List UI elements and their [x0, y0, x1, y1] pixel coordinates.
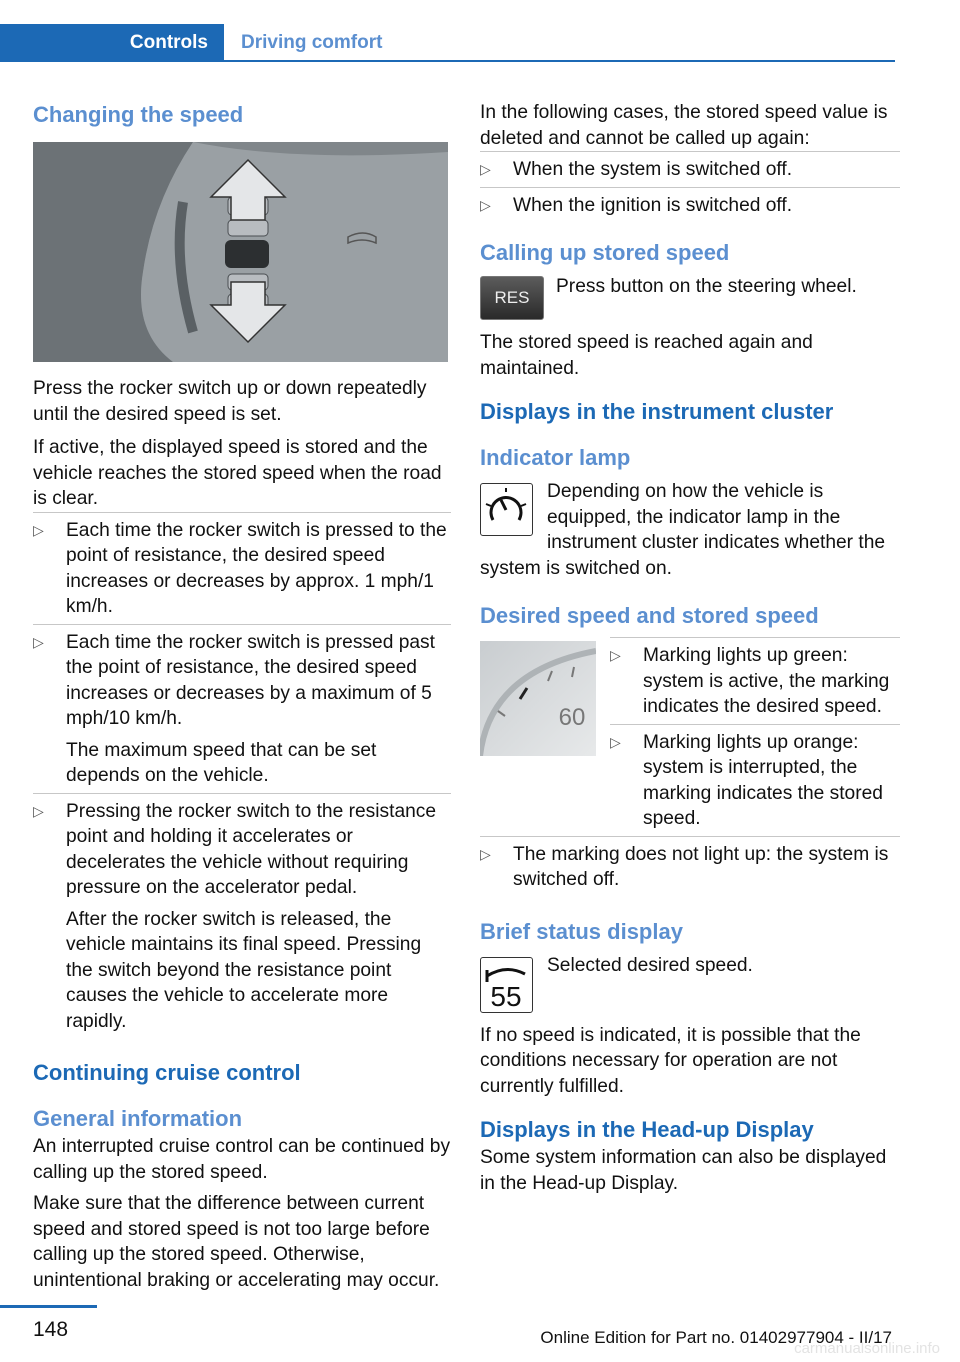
- indicator-lamp-text: Depending on how the vehicle is equipped, the indicator lamp in the instrument cluster indicates whether the system is switched on.: [480, 481, 886, 579]
- right-column: [480, 100, 900, 1196]
- list-item-text: When the system is switched off.: [513, 159, 793, 180]
- triangle-bullet-icon: ▷: [610, 733, 621, 750]
- page-number: 148: [33, 1318, 69, 1341]
- paragraph: In the following cases, the stored speed value is deleted and cannot be called up again:: [480, 102, 888, 149]
- brief-status-block: [480, 953, 900, 1013]
- triangle-bullet-icon: ▷: [610, 647, 621, 663]
- list-item-text: The marking does not light up: the system is switched off.: [513, 843, 889, 890]
- list-item-text: Marking lights up orange: system is interrupted, the marking indicates the stored speed.: [643, 731, 883, 829]
- paragraph: If active, the displayed speed is stored and the vehicle reaches the stored speed when the road is clear.: [33, 437, 442, 509]
- heading-general-information: General information: [33, 1106, 243, 1131]
- list-item: [480, 151, 900, 187]
- res-button-icon: RES: [480, 276, 544, 320]
- list-item-text: Pressing the rocker switch to the resistance point and holding it accelerates or decelerates the vehicle without requiring pressure on the accelerator pedal.: [66, 800, 437, 898]
- paragraph: Press the rocker switch up or down repeatedly until the desired speed is set.: [33, 378, 427, 425]
- heading-displays-head-up: Displays in the Head-up Display: [480, 1117, 814, 1142]
- list-item-note: After the rocker switch is released, the vehicle maintains its final speed. Pressing the switch beyond the resistance point causes the vehicle to accelerate more rapidly.: [66, 908, 422, 1032]
- heading-continuing-cruise-control: Continuing cruise control: [33, 1060, 301, 1085]
- triangle-bullet-icon: ▷: [33, 802, 44, 819]
- paragraph: If no speed is indicated, it is possible that the conditions necessary for operation are not currently fulfilled.: [480, 1024, 861, 1097]
- footer-rule: [0, 1305, 97, 1308]
- list-item-text: Each time the rocker switch is pressed past the point of resistance, the desired speed increases or decreases by a maximum of 5 mph/10 km/h.: [66, 631, 435, 729]
- triangle-bullet-icon: ▷: [480, 161, 491, 177]
- triangle-bullet-icon: ▷: [33, 521, 44, 538]
- list-item: [610, 637, 900, 724]
- page-header: [0, 24, 895, 62]
- paragraph: Some system information can also be displayed in the Head-up Display.: [480, 1147, 887, 1194]
- watermark-text: carmanualsonline.info: [794, 1340, 940, 1357]
- list-item: [33, 512, 451, 624]
- speedometer-gauge-image: [480, 641, 596, 756]
- paragraph: The stored speed is reached again and maintained.: [480, 332, 813, 379]
- marking-off-list: [480, 836, 900, 897]
- heading-desired-and-stored-speed: Desired speed and stored speed: [480, 603, 819, 628]
- cruise-control-indicator-icon: [480, 483, 533, 536]
- list-item: [33, 793, 451, 1039]
- list-item-text: When the ignition is switched off.: [513, 194, 793, 216]
- steering-wheel-photo: [33, 142, 448, 362]
- header-rule: [224, 60, 895, 62]
- triangle-bullet-icon: ▷: [33, 633, 44, 650]
- desired-speed-display-icon: [480, 957, 533, 1013]
- heading-calling-up-stored-speed: Calling up stored speed: [480, 240, 730, 265]
- triangle-bullet-icon: ▷: [480, 845, 491, 862]
- list-item-text: Each time the rocker switch is pressed to the point of resistance, the desired speed increases or decreases by approx. 1 mph/1 km/h.: [66, 519, 447, 617]
- list-item-note: The maximum speed that can be set depends on the vehicle.: [66, 739, 377, 786]
- marking-list: [610, 637, 900, 836]
- paragraph: Make sure that the difference between current speed and stored speed is not too large before calling up the stored speed. Otherwise, unintentional braking or accelerating may occur.: [33, 1193, 440, 1291]
- heading-brief-status-display: Brief status display: [480, 918, 683, 944]
- gauge-number: 60: [558, 704, 586, 731]
- list-item: [480, 836, 900, 897]
- left-column: [33, 100, 451, 1293]
- heading-indicator-lamp: Indicator lamp: [480, 445, 631, 470]
- rocker-switch-list: [33, 512, 451, 1039]
- edition-note: Online Edition for Part no. 01402977904 - II/17: [540, 1328, 892, 1347]
- indicator-lamp-block: [480, 479, 900, 581]
- paragraph: An interrupted cruise control can be continued by calling up the stored speed.: [33, 1136, 451, 1183]
- heading-changing-speed: Changing the speed: [33, 102, 244, 127]
- list-item-text: Marking lights up green: system is active, the marking indicates the desired speed.: [643, 645, 890, 717]
- section-tab-controls: Controls: [0, 24, 224, 62]
- deletion-cases-list: [480, 151, 900, 222]
- speed-marking-block: [480, 637, 900, 836]
- brief-speed-number: 55: [490, 980, 522, 1011]
- list-item: [610, 724, 900, 836]
- heading-displays-instrument-cluster: Displays in the instrument cluster: [480, 399, 834, 424]
- list-item: [480, 187, 900, 223]
- brief-status-text: Selected desired speed.: [547, 954, 753, 976]
- triangle-bullet-icon: ▷: [480, 196, 491, 213]
- res-instruction: [480, 274, 900, 320]
- list-item: [33, 624, 451, 793]
- res-text: Press button on the steering wheel.: [556, 276, 857, 297]
- section-tab-driving-comfort: Driving comfort: [241, 32, 383, 53]
